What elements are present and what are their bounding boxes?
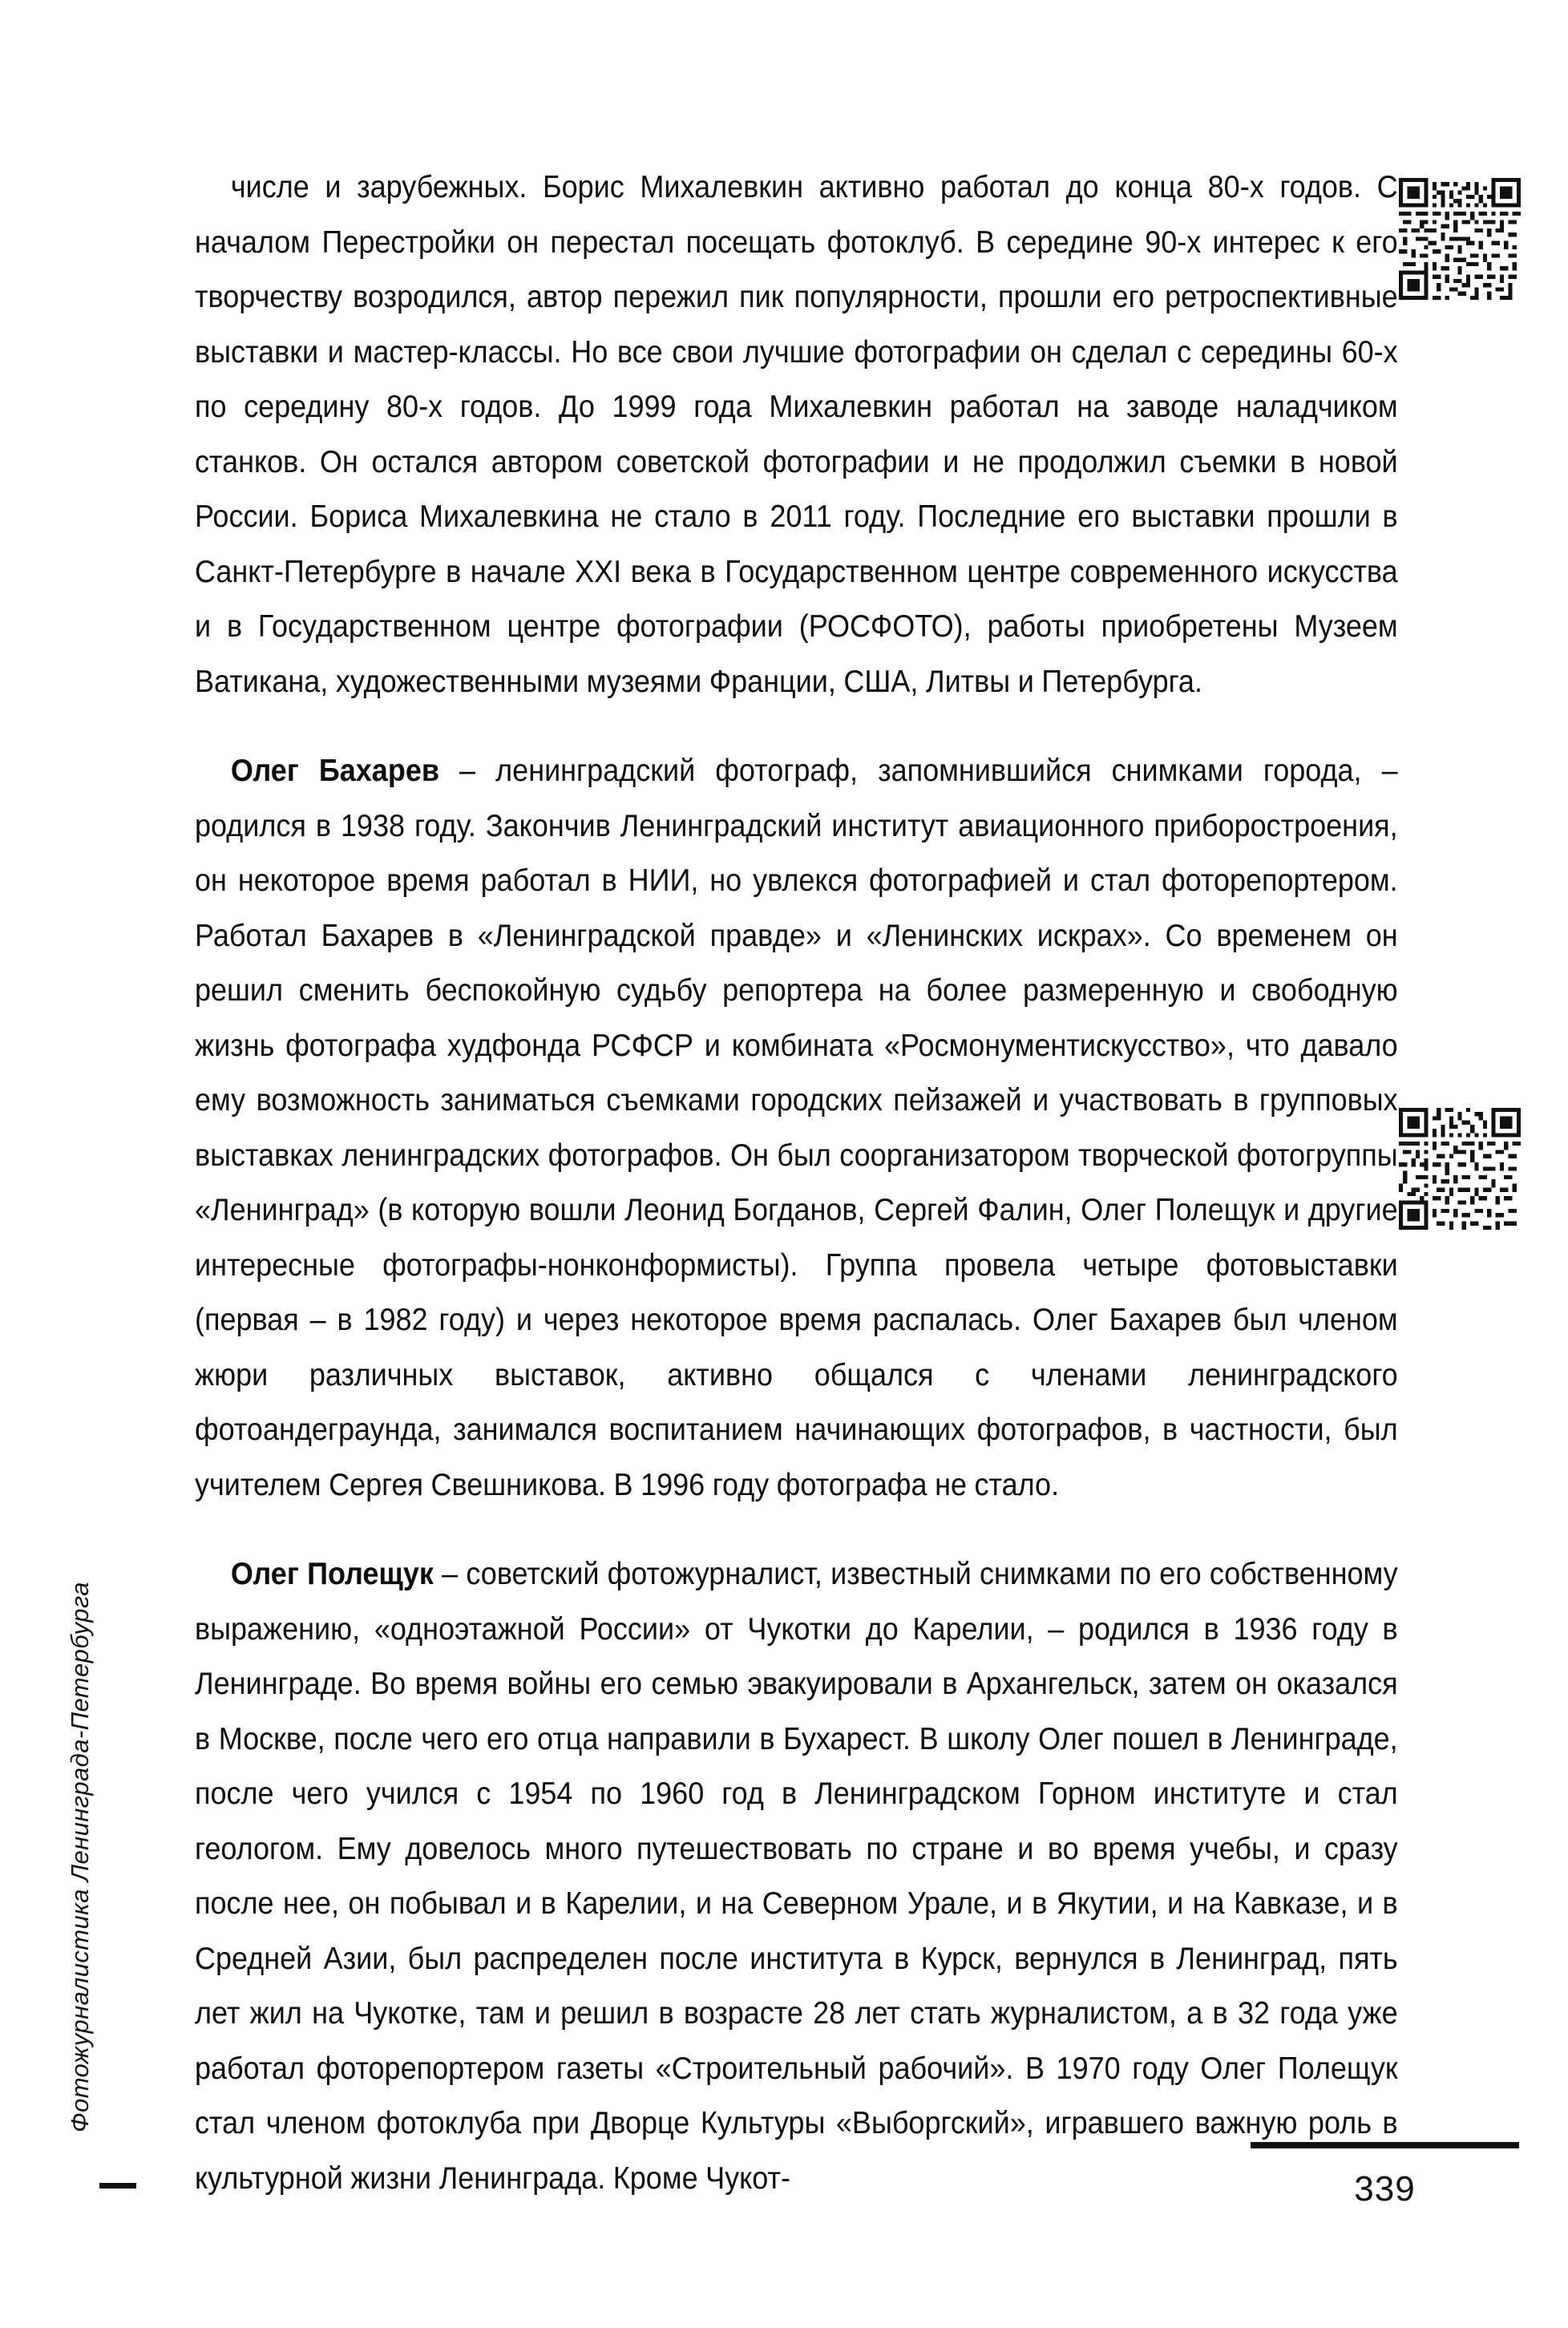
paragraph-lead-name: Олег Полещук — [230, 1557, 434, 1591]
qr-code-middle-icon — [1399, 1108, 1521, 1230]
paragraph-bakharev — [195, 744, 1398, 1513]
qr-code-top-icon — [1399, 178, 1521, 300]
running-head-label: Фотожурналистика Ленинграда-Петербурга — [66, 1582, 94, 2132]
running-head — [66, 1315, 151, 2189]
paragraph-body-text: числе и зарубежных. Борис Михалевкин активно работал до конца 80-х годов. С началом Перестройки он перестал посещать фотоклуб. В середине 90-х интерес к его творчеству возродился, автор пережил пик популярности, прошли его ретроспективные выставки и мастер-классы. Но все свои лучшие фотографии он сделал с середины 60-х по середину 80-х годов. До 1999 года Михалевкин работал на заводе наладчиком станков. Он остался автором советской фотографии и не продолжил съемки в новой России. Бориса Михалевкина не стало в 2011 году. Последние его выставки прошли в Санкт-Петербурге в начале XXI века в Государственном центре современного искусства и в Государственном центре фотографии (РОСФОТО), работы приобретены Музеем Ватикана, художественными музеями Франции, США, Литвы и Петербурга. — [195, 170, 1398, 699]
paragraph-poleshchuk — [195, 1547, 1398, 2206]
paragraph-body-text: – советский фотожурналист, известный снимками по его собственному выражению, «одноэтажной России» от Чукотки до Карелии, – родился в 1936 году в Ленинграде. Во время войны его семью эвакуировали в Архангельск, затем он оказался в Москве, после чего его отца направили в Бухарест. В школу Олег пошел в Ленинграде, после чего учился с 1954 по 1960 год в Ленинградском Горном институте и стал геологом. Ему довелось много путешествовать по стране и во время учебы, и сразу после нее, он побывал и в Карелии, и на Северном Урале, и в Якутии, и на Кавказе, и в Средней Азии, был распределен после института в Курск, вернулся в Ленинград, пять лет жил на Чукотке, там и решил в возрасте 28 лет стать журналистом, а в 32 года уже работал фоторепортером газеты «Строительный рабочий». В 1970 году Олег Полещук стал членом фотоклуба при Дворце Культуры «Выборгский», игравшего важную роль в культурной жизни Ленинграда. Кроме Чукот- — [195, 1557, 1398, 2196]
footer-rule — [1251, 2142, 1519, 2148]
paragraph-body-text: – ленинградский фотограф, запомнившийся снимками города, – родился в 1938 году. Закончив Ленинградский институт авиационного приборостроения, он некоторое время работал в НИИ, но увлекся фотографией и стал фоторепортером. Работал Бахарев в «Ленинградской правде» и «Ленинских искрах». Со временем он решил сменить беспокойную судьбу репортера на более размеренную и свободную жизнь фотографа худфонда РСФСР и комбината «Росмонументискусство», что давало ему возможность заниматься съемками городских пейзажей и участвовать в групповых выставках ленинградских фотографов. Он был соорганизатором творческой фотогруппы «Ленинград» (в которую вошли Леонид Богданов, Сергей Фалин, Олег Полещук и другие интересные фотографы-нонконформисты). Группа провела четыре фотовыставки (первая – в 1982 году) и через некоторое время распалась. Олег Бахарев был членом жюри различных выставок, активно общался с членами ленинградского фотоандеграунда, занимался воспитанием начинающих фотографов, в частности, был учителем Сергея Свешникова. В 1996 году фотографа не стало. — [195, 754, 1398, 1502]
running-head-rule — [99, 2183, 136, 2189]
paragraph-mikhalevkin — [195, 160, 1398, 709]
text-column — [195, 160, 1397, 2206]
page-number: 339 — [1354, 2169, 1416, 2209]
paragraph-lead-name: Олег Бахарев — [230, 754, 439, 788]
